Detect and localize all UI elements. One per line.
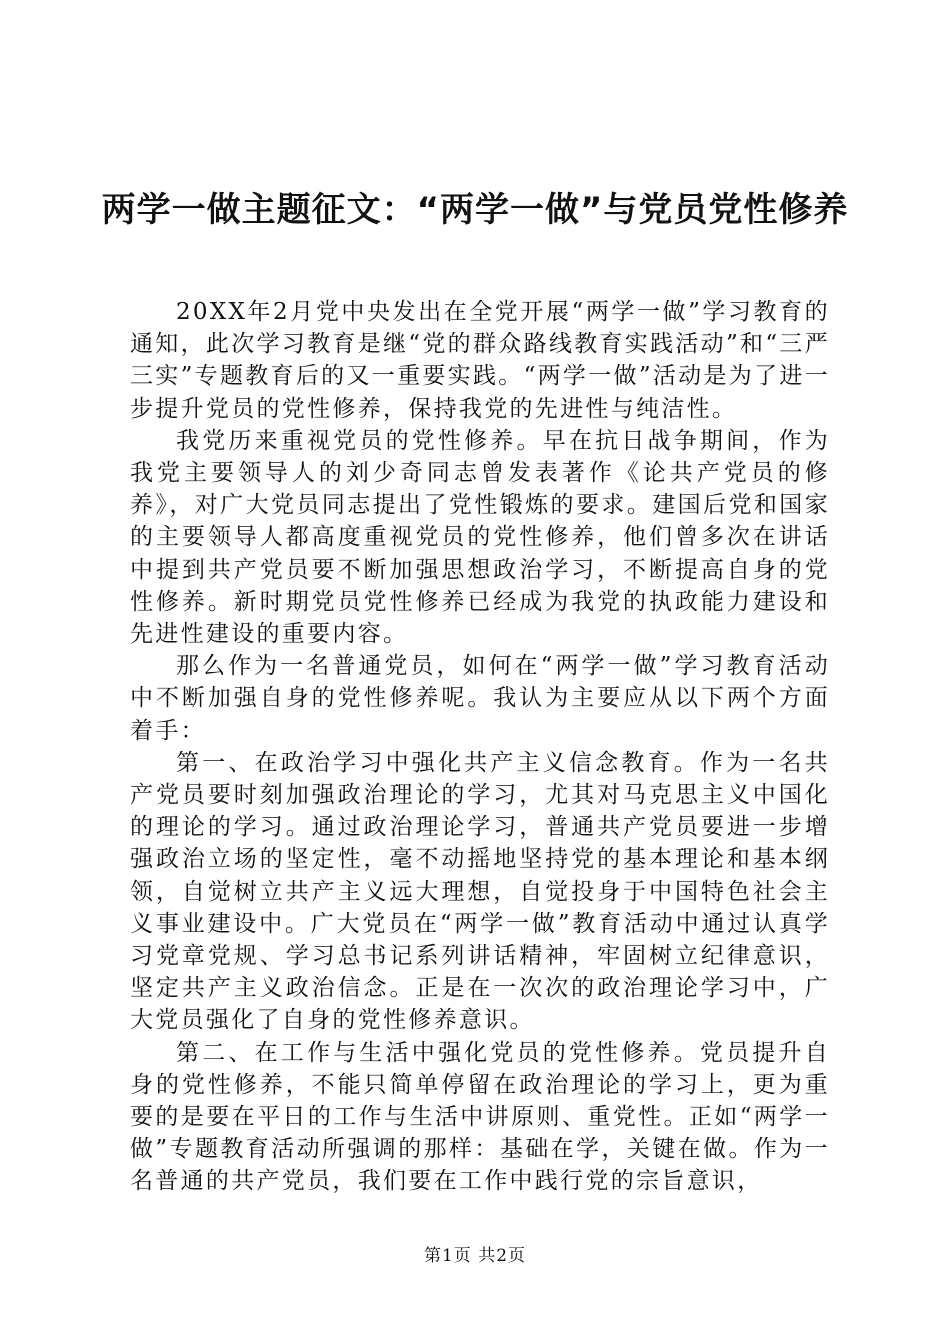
paragraph-1: 20XX年2月党中央发出在全党开展“两学一做”学习教育的通知，此次学习教育是继“党的群众路线教育实践活动”和“三严三实”专题教育后的又一重要实践。“两学一做”活动是为了进一步提升党员的党性修养，保持我党的先进性与纯洁性。 xyxy=(130,299,830,422)
document-body xyxy=(130,296,830,1198)
paragraph-5: 第二、在工作与生活中强化党员的党性修养。党员提升自身的党性修养，不能只简单停留在政治理论的学习上，更为重要的是要在平日的工作与生活中讲原则、重党性。正如“两学一做”专题教育活动所强调的那样：基础在学，关键在做。作为一名普通的共产党员，我们要在工作中践行党的宗旨意识， xyxy=(130,1039,830,1195)
page-title: 两学一做主题征文：“两学一做”与党员党性修养 xyxy=(101,190,849,230)
page-footer: 第1页 共2页 xyxy=(423,1246,527,1266)
paragraph-4: 第一、在政治学习中强化共产主义信念教育。作为一名共产党员要时刻加强政治理论的学习，尤其对马克思主义中国化的理论的学习。通过政治理论学习，普通共产党员要进一步增强政治立场的坚定性，毫不动摇地坚持党的基本理论和基本纲领，自觉树立共产主义远大理想，自觉投身于中国特色社会主义事业建设中。广大党员在“两学一做”教育活动中通过认真学习党章党规、学习总书记系列讲话精神，牢固树立纪律意识，坚定共产主义政治信念。正是在一次次的政治理论学习中，广大党员强化了自身的党性修养意识。 xyxy=(130,749,830,1034)
paragraph-2: 我党历来重视党员的党性修养。早在抗日战争期间，作为我党主要领导人的刘少奇同志曾发表著作《论共产党员的修养》，对广大党员同志提出了党性锻炼的要求。建国后党和国家的主要领导人都高度重视党员的党性修养，他们曾多次在讲话中提到共产党员要不断加强思想政治学习，不断提高自身的党性修养。新时期党员党性修养已经成为我党的执政能力建设和先进性建设的重要内容。 xyxy=(130,427,830,648)
paragraph-3: 那么作为一名普通党员，如何在“两学一做”学习教育活动中不断加强自身的党性修养呢。我认为主要应从以下两个方面着手： xyxy=(130,653,830,744)
